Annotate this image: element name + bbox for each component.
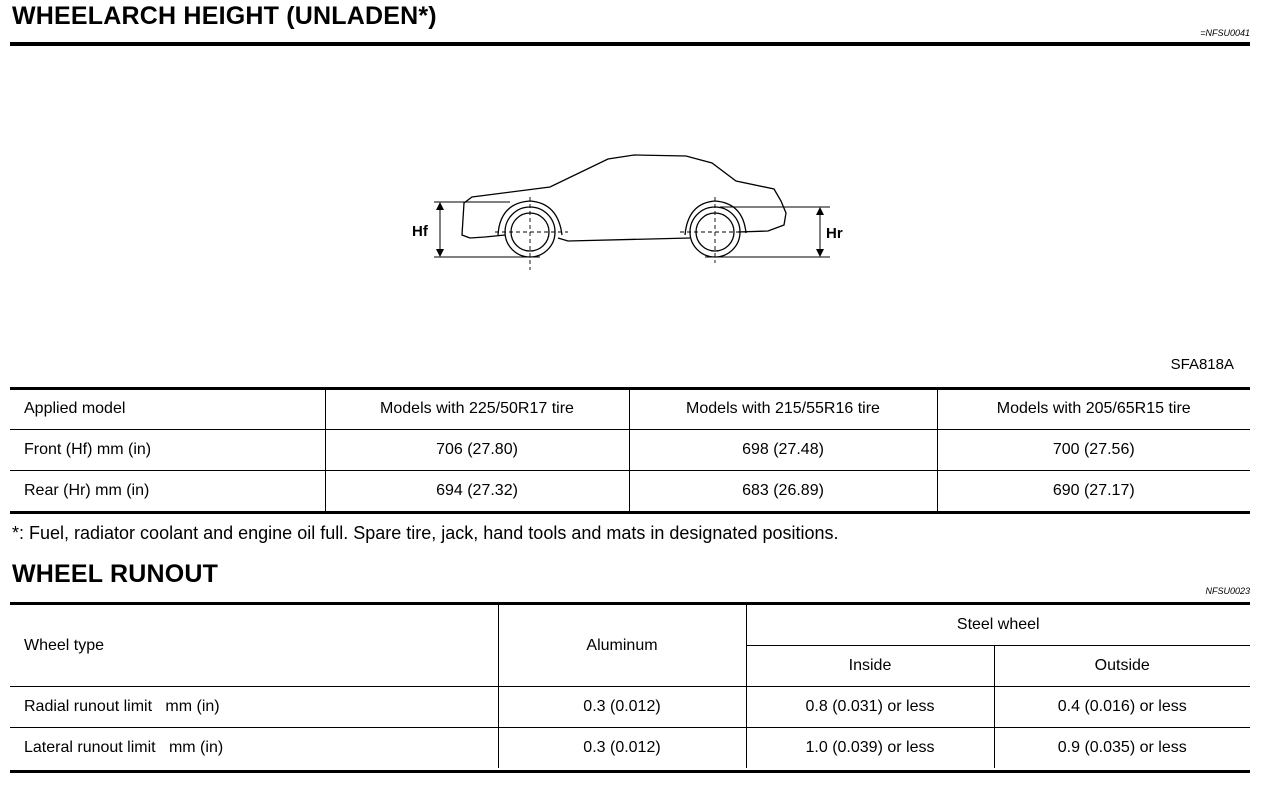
table-cell: 683 (26.89) xyxy=(629,471,937,512)
table-row xyxy=(10,728,1250,769)
header-205: Models with 205/65R15 tire xyxy=(937,389,1250,430)
runout-table xyxy=(10,605,1250,768)
section-title-runout: WHEEL RUNOUT xyxy=(12,560,219,588)
table1-bottom-rule xyxy=(10,511,1250,514)
table-cell: 0.3 (0.012) xyxy=(498,728,746,769)
section-code-runout: NFSU0023 xyxy=(1205,586,1250,596)
table-cell: 1.0 (0.039) or less xyxy=(746,728,994,769)
table-cell: 0.4 (0.016) or less xyxy=(994,687,1250,728)
header-225: Models with 225/50R17 tire xyxy=(325,389,629,430)
table-row xyxy=(10,471,1250,512)
header-wheel-type: Wheel type xyxy=(10,605,498,687)
label-hf: Hf xyxy=(412,223,428,240)
label-hr: Hr xyxy=(826,225,843,242)
table-cell: 690 (27.17) xyxy=(937,471,1250,512)
header-outside: Outside xyxy=(994,646,1250,687)
row-label-lateral: Lateral runout limit mm (in) xyxy=(10,728,498,769)
table-cell: 0.8 (0.031) or less xyxy=(746,687,994,728)
figure-code: SFA818A xyxy=(1170,356,1234,373)
car-side-diagram xyxy=(400,145,860,270)
table-header-row xyxy=(10,605,1250,646)
table-cell: 694 (27.32) xyxy=(325,471,629,512)
header-215: Models with 215/55R16 tire xyxy=(629,389,937,430)
section-code-wheelarch: =NFSU0041 xyxy=(1200,28,1250,38)
footnote: *: Fuel, radiator coolant and engine oil full. Spare tire, jack, hand tools and mats in designated positions. xyxy=(12,523,839,543)
title-rule xyxy=(10,42,1250,46)
section-title-wheelarch: WHEELARCH HEIGHT (UNLADEN*) xyxy=(12,2,437,30)
header-steel-wheel: Steel wheel xyxy=(746,605,1250,646)
row-label-front: Front (Hf) mm (in) xyxy=(10,430,325,471)
header-inside: Inside xyxy=(746,646,994,687)
table-row xyxy=(10,430,1250,471)
row-label-radial: Radial runout limit mm (in) xyxy=(10,687,498,728)
table-cell: 698 (27.48) xyxy=(629,430,937,471)
table-row xyxy=(10,687,1250,728)
table2-bottom-rule xyxy=(10,770,1250,773)
table-cell: 0.9 (0.035) or less xyxy=(994,728,1250,769)
table-header-row xyxy=(10,389,1250,430)
table-cell: 0.3 (0.012) xyxy=(498,687,746,728)
table-cell: 706 (27.80) xyxy=(325,430,629,471)
table-cell: 700 (27.56) xyxy=(937,430,1250,471)
header-aluminum: Aluminum xyxy=(498,605,746,687)
row-label-rear: Rear (Hr) mm (in) xyxy=(10,471,325,512)
wheelarch-table xyxy=(10,389,1250,511)
header-applied-model: Applied model xyxy=(10,389,325,430)
